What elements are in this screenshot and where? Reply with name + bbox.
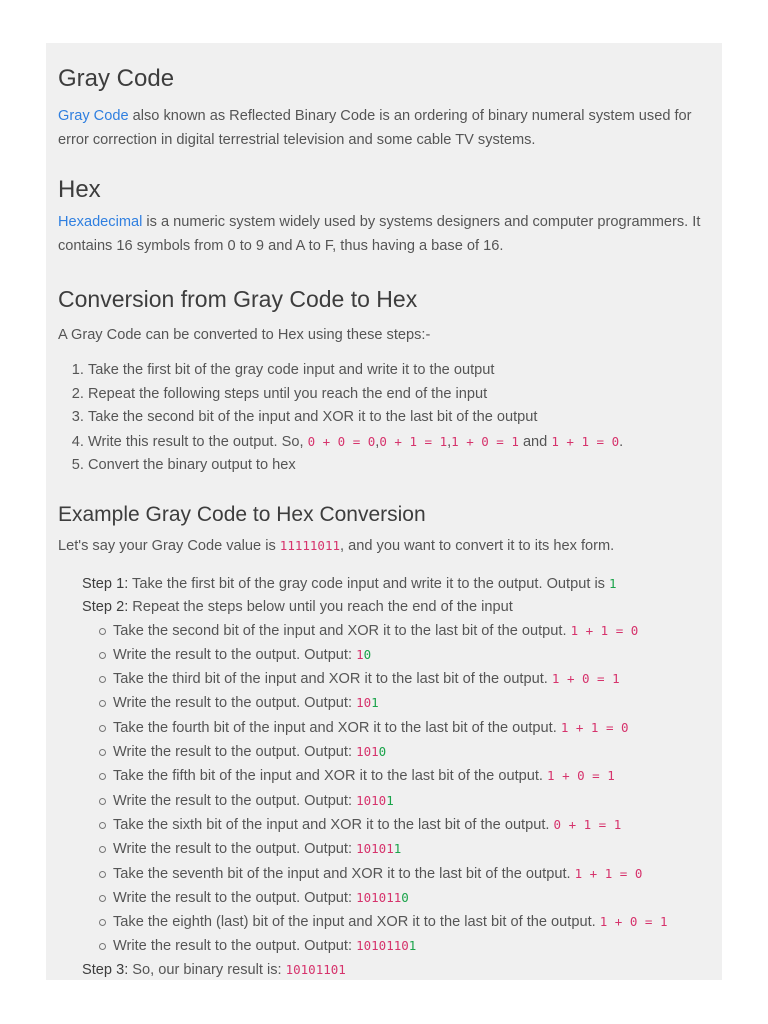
conversion-intro: A Gray Code can be converted to Hex using these steps:- [58,327,431,343]
sub-step-text: Write the result to the output. Output: [113,841,357,858]
output-new-bit: 0 [363,646,372,662]
sub-step-text: Write the result to the output. Output: [113,792,357,809]
sub-step-text: Take the eighth (last) bit of the input and XOR it to the last bit of the output. [113,914,600,931]
sub-step-item [98,837,710,861]
example-step-2 [82,596,710,619]
output-new-bit: 1 [393,841,402,857]
output-value: 1 [609,575,617,591]
binary-result: 10101101 [285,961,346,977]
gray-code-value: 11111011 [279,537,341,553]
xor-example: 0 + 1 = 1 [379,433,448,449]
and-text: and [518,433,552,450]
intro-text: , and you want to convert it to its hex form. [340,537,615,554]
output-new-bit: 1 [371,695,379,711]
output-prev-bits: 1010 [356,792,387,808]
step-4-text: Write this result to the output. So, [88,433,308,450]
gray-code-heading: Gray Code [58,65,175,92]
conversion-step: 2. Repeat the following steps until you reach the end of the input [88,383,710,407]
output-new-bit: 1 [386,792,394,808]
content-card [46,43,722,980]
gray-code-description: also known as Reflected Binary Code is an ordering of binary numeral system used for error correction in digital terrestrial television and some cable TV systems. [58,108,692,148]
sub-step-text: Take the fifth bit of the input and XOR it to the last bit of the output. [113,768,548,785]
output-prev-bits: 10 [356,695,372,711]
gray-code-paragraph [58,104,710,152]
output-prev-bits: 101 [356,744,379,760]
intro-text: Let's say your Gray Code value is [58,537,280,554]
sub-step-text: Take the third bit of the input and XOR it to the last bit of the output. [113,671,552,688]
step-label: Step 3: [82,961,129,978]
sub-step-item [98,716,710,740]
step-text: Repeat the steps below until you reach the end of the input [128,598,513,615]
output-prev-bits: 10101 [356,841,394,857]
gray-code-link[interactable]: Gray Code [58,108,129,124]
xor-operation: 1 + 1 = 0 [574,865,643,881]
sub-step-item [98,643,710,667]
sub-step-text: Write the result to the output. Output: [113,744,357,761]
xor-operation: 1 + 0 = 1 [599,914,668,930]
example-heading: Example Gray Code to Hex Conversion [58,502,426,526]
example-intro [58,534,710,558]
output-prev-bits: 1 [356,646,364,662]
sub-step-text: Take the fourth bit of the input and XOR it to the last bit of the output. [113,719,561,736]
xor-operation: 1 + 1 = 0 [560,719,629,735]
example-step-1 [82,573,710,596]
sub-step-text: Take the sixth bit of the input and XOR it to the last bit of the output. [113,816,554,833]
output-prev-bits: 101011 [356,889,402,905]
sub-step-item [98,619,710,643]
output-new-bit: 1 [408,938,417,954]
sub-step-text: Take the second bit of the input and XOR it to the last bit of the output. [113,622,571,639]
sub-step-item [98,934,710,958]
separator: , [447,433,452,450]
period: . [619,433,624,450]
sub-step-item [98,886,710,910]
sub-step-item [98,910,710,934]
sub-step-item [98,862,710,886]
conversion-step: 1. Take the first bit of the gray code input and write it to the output [88,359,710,383]
sub-step-item [98,789,710,813]
output-new-bit: 0 [401,889,409,905]
conversion-step: 5. Convert the binary output to hex [88,454,710,478]
example-step-3 [82,959,710,982]
sub-step-text: Write the result to the output. Output: [113,889,357,906]
sub-step-item [98,667,710,691]
sub-step-item [98,764,710,788]
xor-operation: 1 + 0 = 1 [547,768,615,784]
xor-example: 0 + 0 = 0 [307,433,376,449]
sub-step-text: Write the result to the output. Output: [113,646,357,663]
separator: , [375,433,380,450]
conversion-steps-list [58,359,710,478]
sub-step-item [98,691,710,715]
example-steps [82,573,710,982]
step-text: So, our binary result is: [128,961,286,978]
xor-example: 1 + 1 = 0 [551,433,620,449]
hex-heading: Hex [58,176,101,203]
xor-operation: 0 + 1 = 1 [553,816,622,832]
hexadecimal-link[interactable]: Hexadecimal [58,214,143,230]
xor-operation: 1 + 1 = 0 [570,622,639,638]
step-text: Take the first bit of the gray code input and write it to the output. Output is [128,575,610,592]
output-prev-bits: 1010110 [356,938,409,954]
sub-steps-list [82,619,710,959]
conversion-heading: Conversion from Gray Code to Hex [58,286,418,312]
sub-step-item [98,740,710,764]
step-label: Step 1: [82,575,129,592]
sub-step-text: Write the result to the output. Output: [113,695,357,712]
sub-step-text: Take the seventh bit of the input and XOR it to the last bit of the output. [113,865,575,882]
xor-example: 1 + 0 = 1 [451,433,519,449]
conversion-step-4 [88,430,710,455]
hex-description: is a numeric system widely used by systems designers and computer programmers. It contains 16 symbols from 0 to 9 and A to F, thus having a base of 16. [58,214,701,254]
output-new-bit: 0 [378,744,387,760]
sub-step-item [98,813,710,837]
hex-paragraph [58,210,710,258]
step-label: Step 2: [82,598,129,615]
conversion-step: 3. Take the second bit of the input and XOR it to the last bit of the output [88,406,710,430]
xor-operation: 1 + 0 = 1 [551,671,620,687]
sub-step-text: Write the result to the output. Output: [113,938,357,955]
